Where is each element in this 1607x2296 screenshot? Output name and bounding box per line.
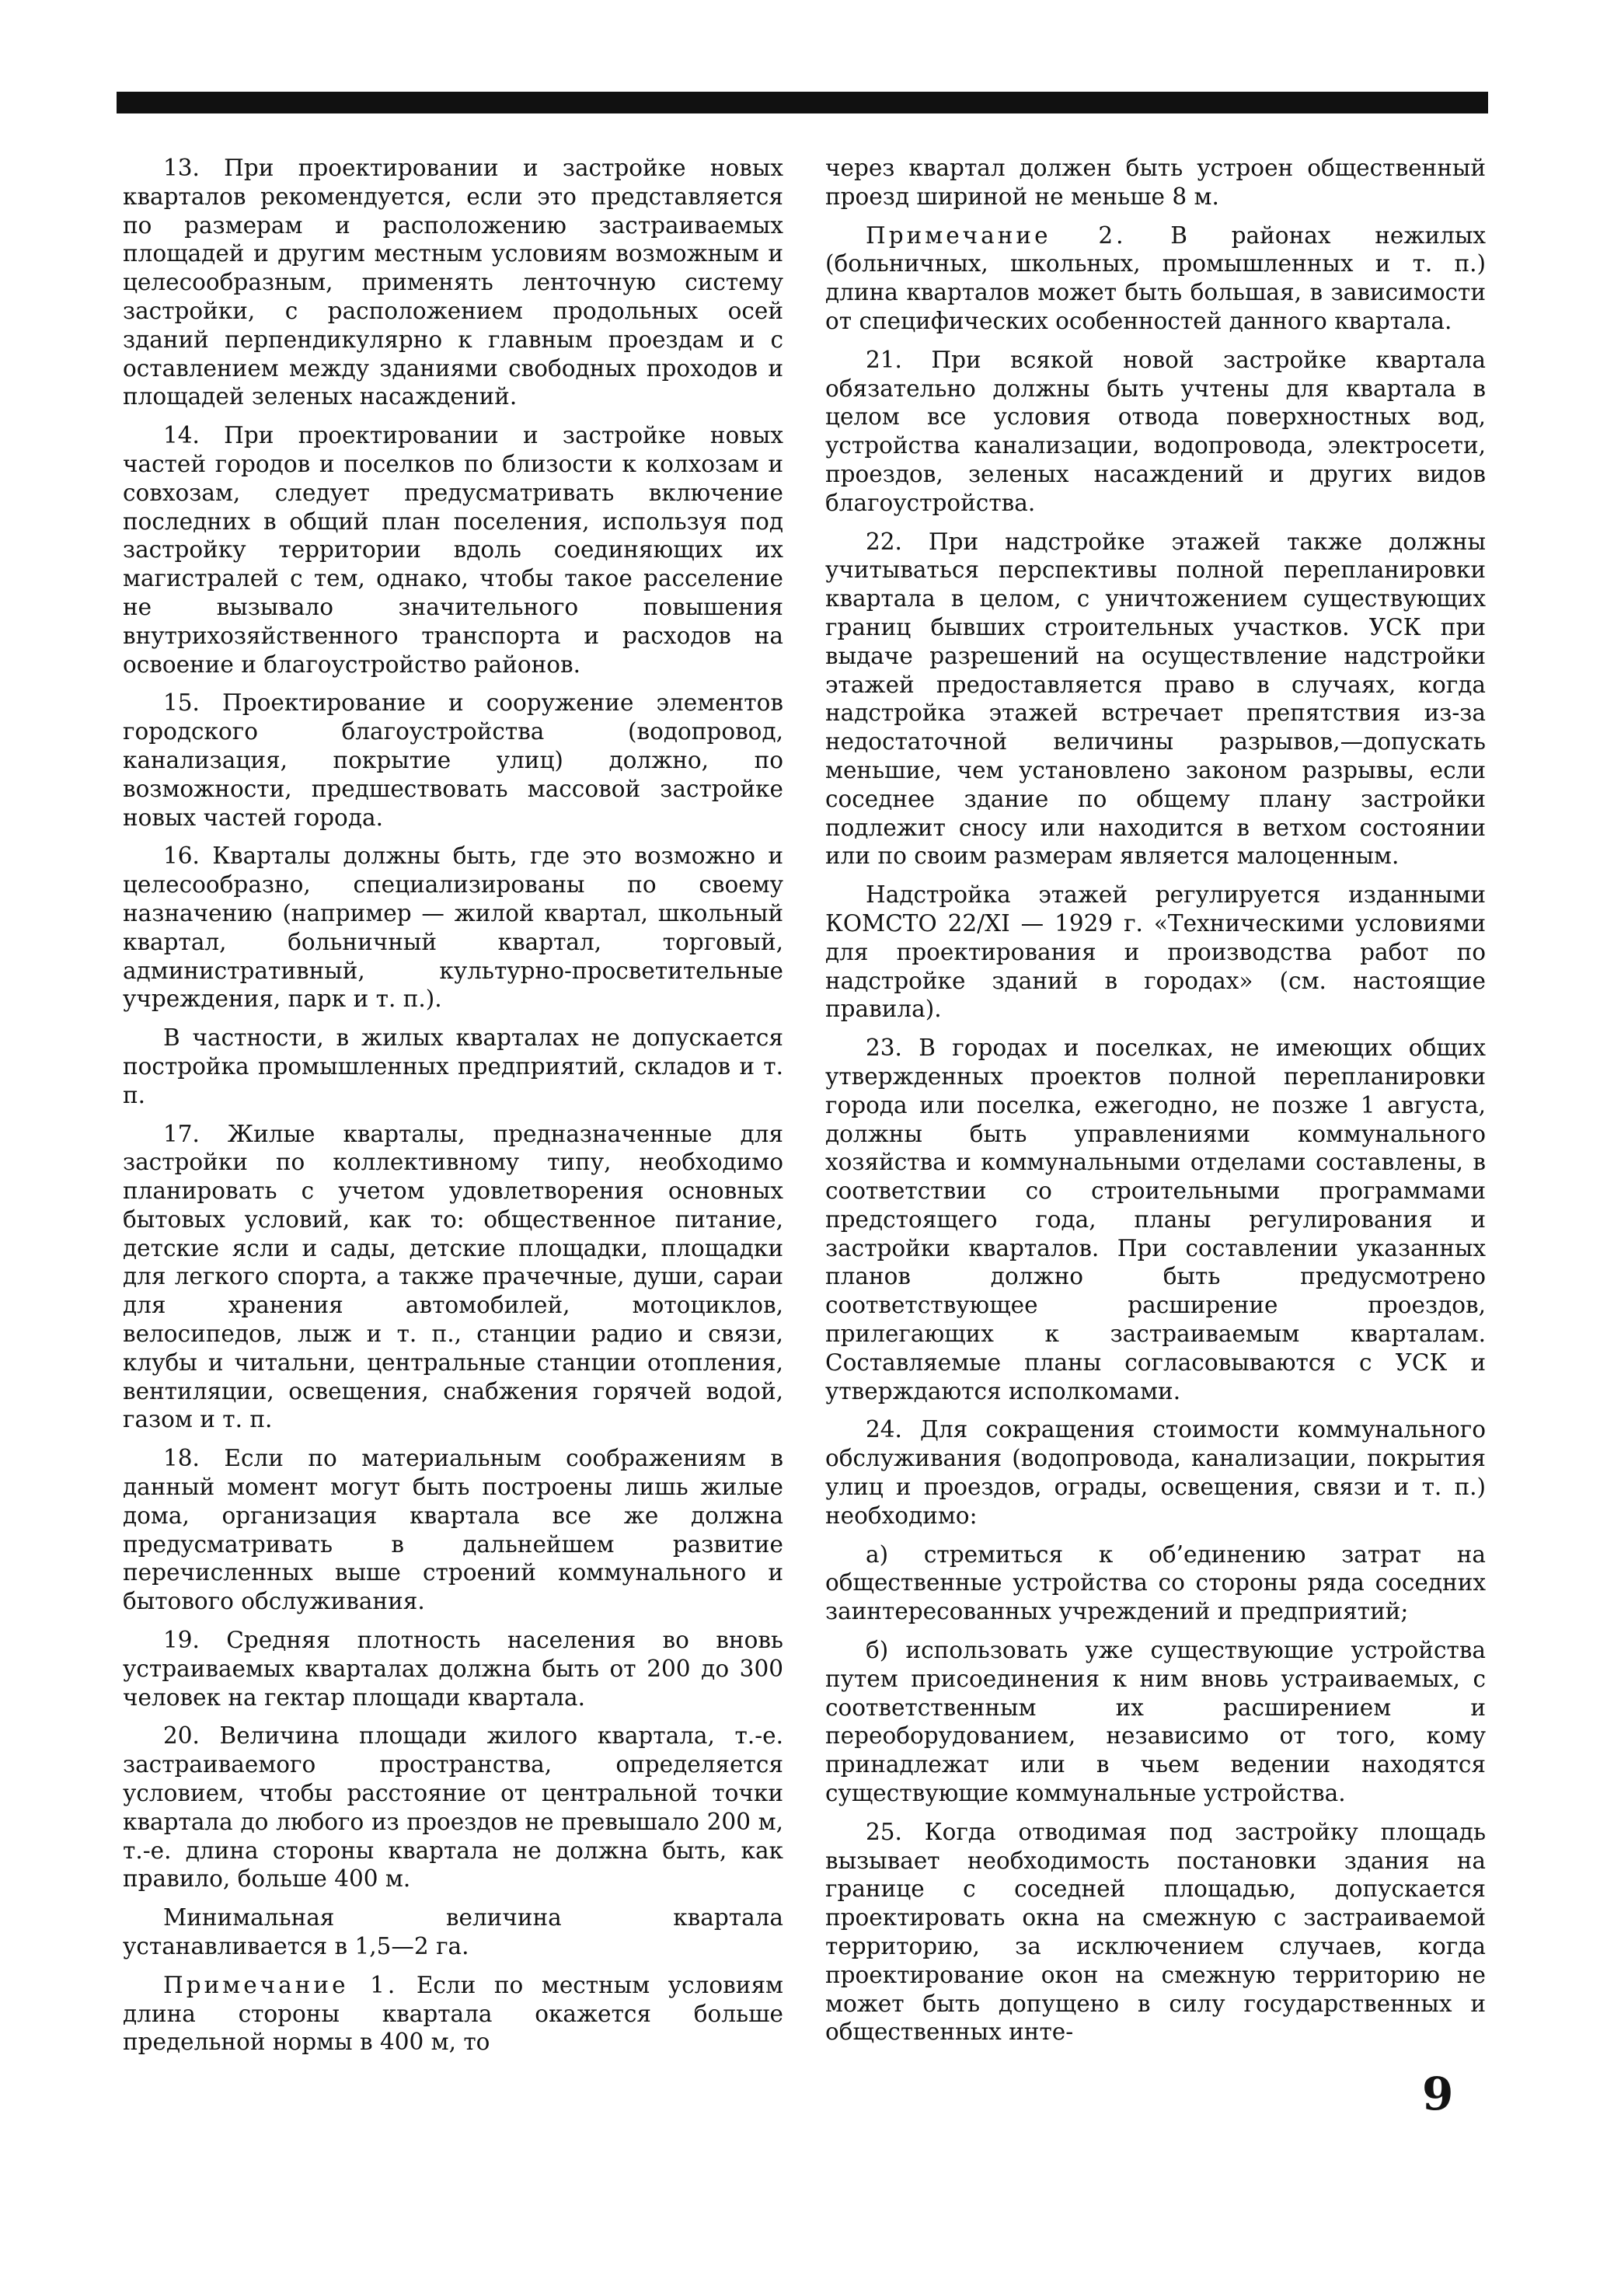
list-item-a: а) стремиться к об’единению затрат на общественные устройства со стороны ряда соседних заинтересованных учреждений и предприятий; (825, 1541, 1486, 1625)
paragraph-20-continued: Минимальная величина квартала устанавливается в 1,5—2 га. (123, 1904, 783, 1960)
paragraph-24: 24. Для сокращения стоимости коммунального обслуживания (водопровода, канализации, покрытия улиц и проездов, ограды, освещения, связи и т. п.) необходимо: (825, 1416, 1486, 1529)
paragraph-16: 16. Кварталы должны быть, где это возможно и целесообразно, специализированы по своему назначению (например — жилой квартал, школьный квартал, больничный квартал, торговый, административный, культурно-просветительные учреждения, парк и т. п.). (123, 843, 783, 1013)
note-2-text: В районах нежилых (больничных, школьных, промышленных и т. п.) длина кварталов может быть большая, в зависимости от специфических особенностей данного квартала. (825, 222, 1486, 334)
paragraph-14: 14. При проектировании и застройке новых частей городов и поселков по близости к колхозам и совхозам, следует предусматривать включение последних в общий план поселения, используя под застройку территории вдоль соединяющих их магистралей с тем, однако, чтобы такое расселение не вызывало значительного повышения внутрихозяйственного транспорта и расходов на освоение и благоустройство районов. (123, 422, 783, 678)
paragraph-23: 23. В городах и поселках, не имеющих общих утвержденных проектов полной перепланировки города или поселка, ежегодно, не позже 1 августа, должны быть управлениями коммунального хозяйства и коммунальными отделами составлены, в соответствии со строительными программами предстоящего года, планы регулирования и застройки кварталов. При составлении указанных планов должно быть предусмотрено соответствующее расширение проездов, прилегающих к застраиваемым кварталам. Составляемые планы согласовываются с УСК и утверждаются исполкомами. (825, 1035, 1486, 1404)
note-1-label: Примечание 1. (163, 1971, 399, 1998)
paragraph-16-continued: В частности, в жилых кварталах не допускается постройка промышленных предприятий, складов и т. п. (123, 1024, 783, 1108)
note-2-label: Примечание 2. (866, 222, 1127, 249)
right-column (825, 154, 1486, 2057)
note-1 (123, 1971, 783, 2057)
list-item-b: б) использовать уже существующие устройства путем присоединения к ним вновь устраиваемых, с соответственным их расширением и переоборудованием, независимо от того, кому принадлежат или в чьем ведении находятся существующие коммунальные устройства. (825, 1637, 1486, 1807)
paragraph-21: 21. При всякой новой застройке квартала обязательно должны быть учтены для квартала в целом все условия отвода поверхностных вод, устройства канализации, водопровода, электросети, проездов, зеленых насаждений и других видов благоустройства. (825, 346, 1486, 516)
paragraph-13: 13. При проектировании и застройке новых кварталов рекомендуется, если это представляется по размерам и расположению застраиваемых площадей и другим местным условиям возможным и целесообразным, применять ленточную систему застройки, с расположением продольных осей зданий перпендикулярно к главным проездам и с оставлением между зданиями свободных проходов и площадей зеленых насаждений. (123, 155, 783, 410)
page-number: 9 (1422, 2067, 1454, 2120)
paragraph-19: 19. Средняя плотность населения во вновь устраиваемых кварталах должна быть от 200 до 300 человек на гектар площади квартала. (123, 1627, 783, 1711)
note-1-text: Если по местным условиям длина стороны квартала окажется больше предельной нормы в 400 м, то (123, 1971, 783, 2056)
note-2 (825, 222, 1486, 336)
note-1-continued: через квартал должен быть устроен общественный проезд шириной не меньше 8 м. (825, 155, 1486, 210)
left-column (123, 154, 783, 2067)
paragraph-20: 20. Величина площади жилого квартала, т.-е. застраиваемого пространства, определяется условием, чтобы расстояние от центральной точки квартала до любого из проездов не превышало 200 м, т.-е. длина стороны квартала не должна быть, как правило, больше 400 м. (123, 1722, 783, 1893)
paragraph-17: 17. Жилые кварталы, предназначенные для застройки по коллективному типу, необходимо планировать с учетом удовлетворения основных бытовых условий, как то: общественное питание, детские ясли и сады, детские площадки, площадки для легкого спорта, а также прачечные, души, сараи для хранения автомобилей, мотоциклов, велосипедов, лыж и т. п., станции радио и связи, клубы и читальни, центральные станции отопления, вентиляции, освещения, снабжения горячей водой, газом и т. п. (123, 1120, 783, 1433)
paragraph-18: 18. Если по материальным соображениям в данный момент могут быть построены лишь жилые дома, организация квартала все же должна предусматривать в дальнейшем развитие перечисленных выше строений коммунального и бытового обслуживания. (123, 1445, 783, 1615)
top-rule (117, 92, 1488, 113)
paragraph-22: 22. При надстройке этажей также должны учитываться перспективы полной перепланировки квартала в целом, с уничтожением существующих границ бывших строительных участков. УСК при выдаче разрешений на осуществление надстройки этажей предоставляется право в случаях, когда надстройка этажей встречает препятствия из-за недостаточной величины разрывов,—допускать меньшие, чем установлено законом разрывы, если соседнее здание по общему плану застройки подлежит сносу или находится в ветхом состоянии или по своим размерам является малоценным. (825, 528, 1486, 870)
paragraph-22-continued: Надстройка этажей регулируется изданными КОМСТО 22/XI — 1929 г. «Техническими условиями для проектирования и производства работ по надстройке зданий в городах» (см. настоящие правила). (825, 881, 1486, 1023)
paragraph-15: 15. Проектирование и сооружение элементов городского благоустройства (водопровод, канализация, покрытие улиц) должно, по возможности, предшествовать массовой застройке новых частей города. (123, 689, 783, 831)
paragraph-25: 25. Когда отводимая под застройку площадь вызывает необходимость постановки здания на границе с соседней площадью, допускается проектировать окна на смежную с застраиваемой территорию, за исключением случаев, когда проектирование окон на смежную территорию не может быть допущено в силу государственных и общественных инте- (825, 1818, 1486, 2046)
